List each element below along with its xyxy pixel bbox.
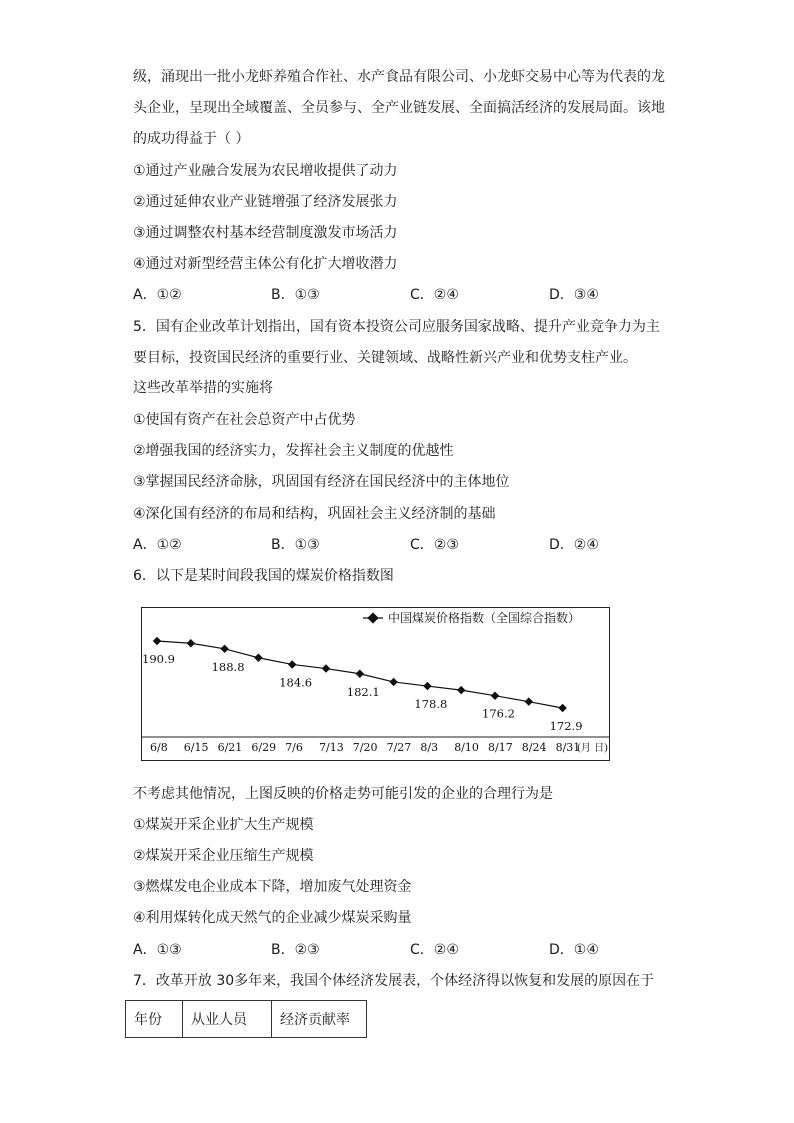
x-tick-label: 6/29 (251, 741, 277, 754)
q5-item-3: ③掌握国民经济命脉，巩固国有经济在国民经济中的主体地位 (133, 474, 510, 490)
q5-stem-line-2: 要目标，投资国民经济的重要行业、关键领域、战略性新兴产业和优势支柱产业。 (133, 350, 637, 366)
data-label: 182.1 (346, 684, 380, 699)
q4-item-2: ②通过延伸农业产业链增强了经济发展张力 (133, 194, 398, 210)
data-label: 184.6 (279, 675, 313, 690)
x-tick-label: 6/21 (217, 741, 243, 754)
data-point (457, 686, 465, 694)
data-point (254, 654, 262, 662)
data-point (288, 660, 296, 668)
q5-item-1: ①使国有资产在社会总资产中占优势 (133, 412, 356, 428)
q6-stem: 6．以下是某时间段我国的煤炭价格指数图 (133, 568, 394, 584)
chart-legend (363, 610, 580, 625)
data-label: 176.2 (482, 706, 515, 721)
q6-item-4: ④利用煤转化成天然气的企业减少煤炭采购量 (133, 910, 412, 926)
data-point (153, 637, 161, 645)
x-tick-label: 6/15 (183, 741, 209, 754)
q6-after-text: 不考虑其他情况，上图反映的价格走势可能引发的企业的合理行为是 (133, 786, 553, 802)
data-point (491, 691, 499, 699)
q5-stem-line-3: 这些改革举措的实施将 (133, 380, 273, 396)
x-tick-label: 8/17 (488, 741, 513, 754)
coal-price-chart-svg (141, 607, 610, 761)
q5-options (133, 535, 673, 555)
q6-option-c[interactable]: C．②④ (410, 942, 459, 958)
data-label: 178.8 (414, 697, 448, 712)
q4-stem-line-1: 级，涌现出一批小龙虾养殖合作社、水产食品有限公司、小龙虾交易中心等为代表的龙 (133, 69, 665, 85)
x-tick-label: 8/3 (420, 741, 439, 754)
q6-item-3: ③燃煤发电企业成本下降，增加废气处理资金 (133, 879, 412, 895)
legend-marker (367, 612, 378, 623)
q4-item-1: ①通过产业融合发展为农民增收提供了动力 (133, 163, 398, 179)
q5-option-a[interactable]: A．①② (133, 537, 182, 553)
x-tick-label: 7/13 (319, 741, 344, 754)
q6-item-2: ②煤炭开采企业压缩生产规模 (133, 848, 314, 864)
q4-options (133, 285, 673, 305)
table-header-year: 年份 (126, 1001, 183, 1038)
q6-item-1: ①煤炭开采企业扩大生产规模 (133, 817, 314, 833)
q4-option-a[interactable]: A．①② (133, 287, 182, 303)
q4-option-c[interactable]: C．②④ (410, 287, 459, 303)
q7-table (125, 1000, 367, 1038)
q5-option-b[interactable]: B．①③ (271, 537, 320, 553)
x-tick-label: 7/27 (386, 741, 412, 754)
q5-option-d[interactable]: D．②④ (549, 537, 599, 553)
coal-price-chart (141, 607, 610, 761)
x-tick-label: 6/8 (150, 741, 168, 754)
q6-options (133, 940, 673, 960)
x-tick-label: 8/31 (555, 741, 581, 754)
q5-option-c[interactable]: C．②③ (410, 537, 459, 553)
data-point (389, 678, 397, 686)
q6-option-d[interactable]: D．①④ (549, 942, 599, 958)
q6-option-a[interactable]: A．①③ (133, 942, 182, 958)
q4-stem-line-3: 的成功得益于（ ） (133, 131, 250, 147)
q4-option-b[interactable]: B．①③ (271, 287, 320, 303)
data-label: 190.9 (142, 652, 175, 666)
q7-stem: 7．改革开放 30多年来，我国个体经济发展表，个体经济得以恢复和发展的原因在于 (133, 973, 655, 989)
table-header-employees: 从业人员 (183, 1001, 272, 1038)
data-point (356, 670, 364, 678)
data-point (558, 704, 566, 712)
q5-stem-line-1: 5．国有企业改革计划指出，国有资本投资公司应服务国家战略、提升产业竞争力为主 (133, 319, 660, 335)
table-header-row (126, 1001, 367, 1038)
data-point (525, 697, 533, 705)
q4-stem-line-2: 头企业，呈现出全域覆盖、全员参与、全产业链发展、全面搞活经济的发展局面。该地 (133, 100, 665, 116)
q5-item-4: ④深化国有经济的布局和结构，巩固社会主义经济制的基础 (133, 506, 496, 522)
table-header-contribution: 经济贡献率 (272, 1001, 367, 1038)
data-point (423, 682, 431, 690)
data-label: 188.8 (211, 659, 245, 674)
q4-option-d[interactable]: D．③④ (549, 287, 599, 303)
q6-option-b[interactable]: B．②③ (271, 942, 320, 958)
x-tick-label: 7/20 (352, 741, 378, 754)
data-label: 172.9 (549, 719, 583, 733)
data-point (187, 639, 195, 647)
q4-item-3: ③通过调整农村基本经营制度激发市场活力 (133, 225, 398, 241)
x-tick-label: 8/10 (454, 741, 479, 754)
legend-label: 中国煤炭价格指数（全国综合指数） (388, 611, 581, 625)
data-point (220, 645, 228, 653)
x-axis-unit-label: (月 日) (577, 743, 608, 754)
q4-item-4: ④通过对新型经营主体公有化扩大增收潜力 (133, 256, 398, 272)
x-tick-label: 8/24 (521, 741, 547, 754)
x-tick-label: 7/6 (285, 741, 303, 754)
q5-item-2: ②增强我国的经济实力，发挥社会主义制度的优越性 (133, 443, 454, 459)
data-point (322, 664, 330, 672)
